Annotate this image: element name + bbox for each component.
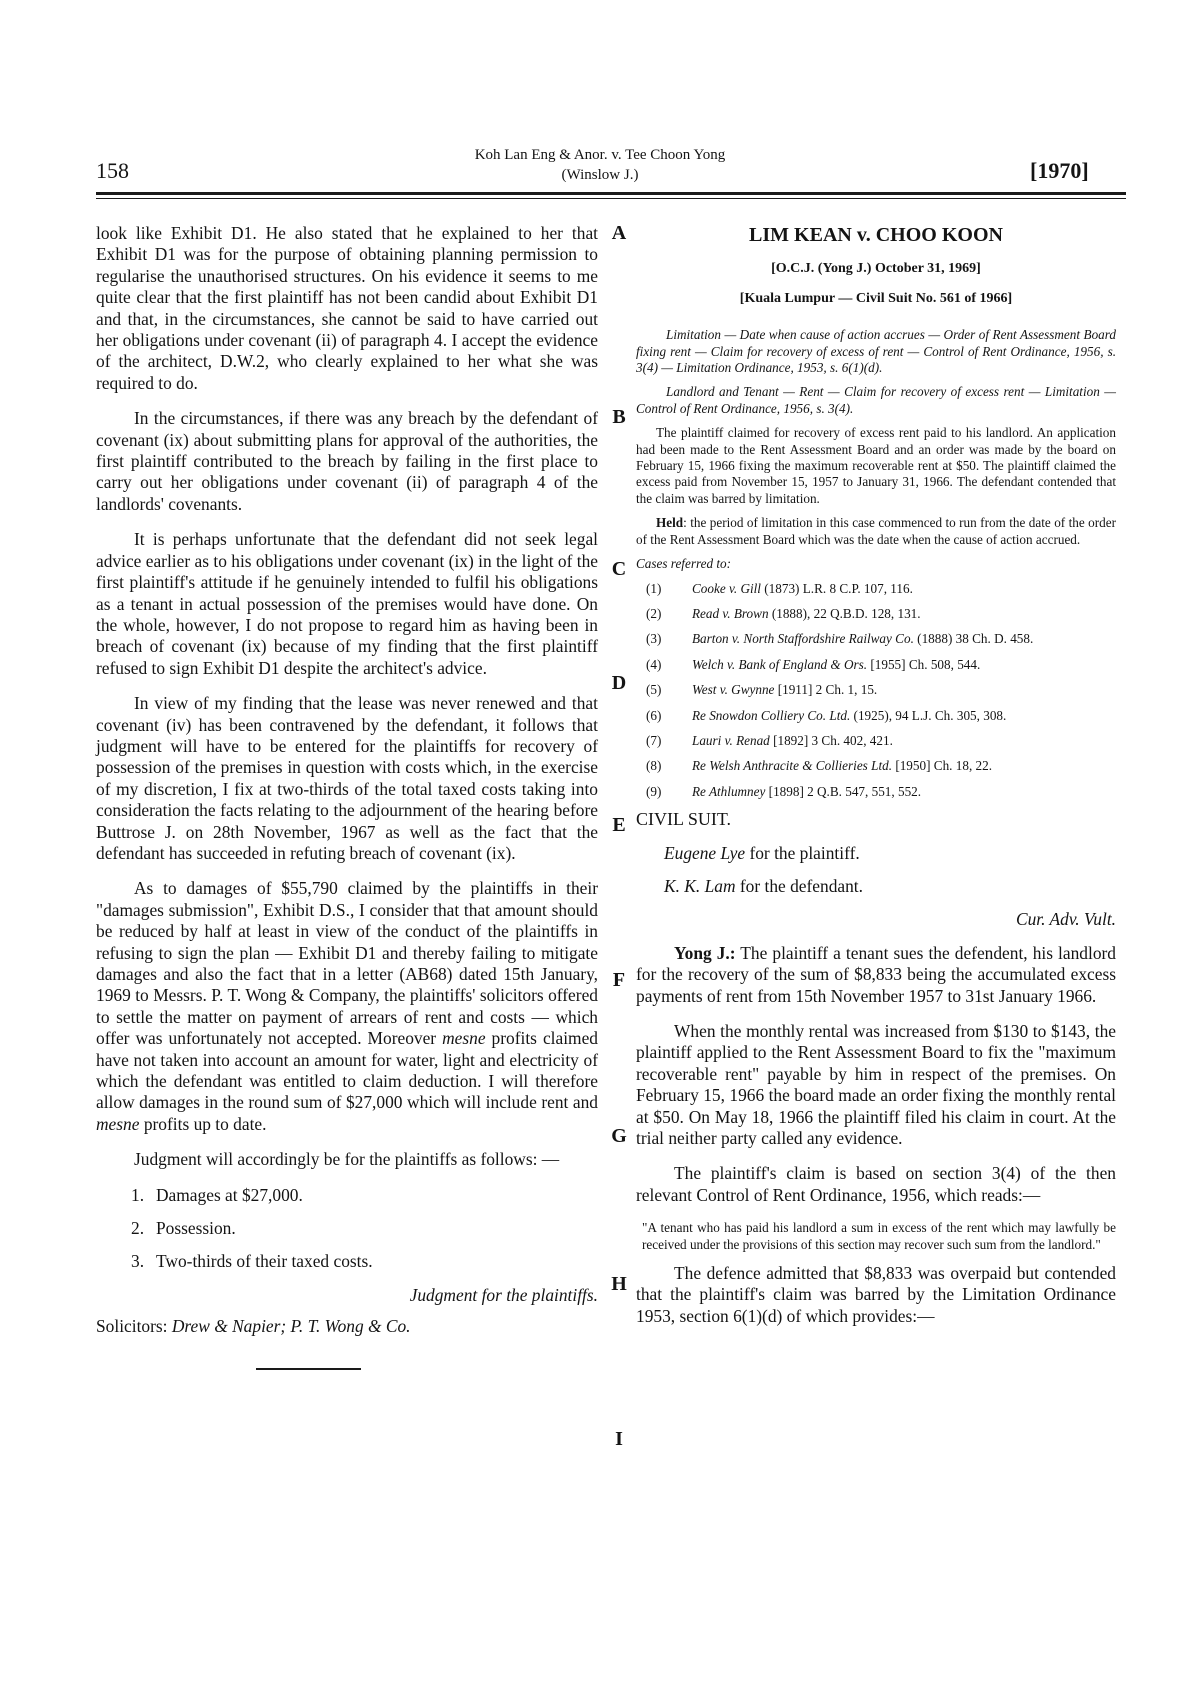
case-item [636,682,1116,698]
cases-list [636,581,1116,801]
case-number: (2) [646,605,662,621]
judgment-paragraph [636,943,1116,1007]
case-citation: (1888) 38 Ch. D. 458. [913,631,1034,647]
case-name: Read v. Brown [692,605,769,621]
case-item [636,758,1116,774]
item-number: 1. [131,1184,145,1205]
case-item [636,657,1116,673]
item-number: 3. [131,1251,145,1272]
page-number: 158 [96,158,129,183]
judgment-list [96,1185,598,1273]
case-title: LIM KEAN v. CHOO KOON [749,224,1003,246]
case-name: Welch v. Bank of England & Ors. [692,656,868,672]
text-run: profits up to date. [139,1113,267,1134]
margin-letter-g: G [611,1125,627,1147]
page-header [0,0,1200,200]
paragraph: The plaintiff's claim is based on section 3(4) of the then relevant Control of Rent Ordinance, 1956, which reads:— [636,1163,1116,1205]
case-name: Barton v. North Staffordshire Railway Co. [692,631,914,647]
case-item [636,708,1116,724]
text-run-italic: mesne [442,1028,486,1049]
counsel-name: Eugene Lye [664,842,746,863]
paragraph: In view of my finding that the lease was never renewed and that covenant (iv) has been contravened by the defendant, it follows that judgment will have to be entered for the plaintiffs for recovery of possession of the premises in question with costs which, in the exercise of my discretion, I fix at two-thirds of the total taxed costs taking into consideration the facts relating to the adjournment of the hearing before Buttrose J. on 28th November, 1967 as well as the fact that the defendant has succeeded in refuting breach of covenant (ix). [96,693,598,863]
item-text: Possession. [156,1218,236,1239]
item-text: Two-thirds of their taxed costs. [156,1251,373,1272]
margin-letter-d: D [611,672,627,694]
counsel-name: K. K. Lam [664,875,736,896]
case-item [636,581,1116,597]
quote-text: "A tenant who has paid his landlord a sum in excess of the rent which may lawfully be received under the provisions of this section may recover such sum from the landlord." [642,1220,1116,1252]
judge-name: Yong J.: [674,942,736,963]
held-text: : the period of limitation in this case commenced to run from the date of the order of the Rent Assessment Board which was the date when the cause of action accrued. [636,515,1116,547]
margin-letter-a: A [611,222,627,244]
judgment-for: Judgment for the plaintiffs. [409,1284,598,1305]
header-rule-thin [96,198,1126,199]
case-name: Cooke v. Gill [692,580,761,596]
case-number: (1) [646,580,662,596]
held-summary [636,515,1116,548]
case-name: Re Welsh Anthracite & Collieries Ltd. [692,758,893,774]
text-run-italic: mesne [96,1113,140,1134]
case-name: Re Athlumney [692,783,766,799]
cases-header: Cases referred to: [636,556,731,572]
case-citation: (1888), 22 Q.B.D. 128, 131. [768,605,921,621]
case-citation: (1925), 94 L.J. Ch. 305, 308. [850,707,1007,723]
margin-letter-c: C [611,558,627,580]
case-item [636,606,1116,622]
text-run: profits claimed have not taken into account an amount for water, light and electricity of which the defendant was entitled to claim deduction. I will therefore allow damages in the round sum of $27,000 which will include rent and [96,1028,598,1113]
judgment-item [131,1185,598,1206]
left-column [96,223,598,1370]
case-item [636,631,1116,647]
header-rule [96,192,1126,195]
solicitors-names: Drew & Napier; P. T. Wong & Co. [171,1316,411,1337]
held-label: Held [656,515,684,531]
paragraph: When the monthly rental was increased from $130 to $143, the plaintiff applied to the Rent Assessment Board to fix the "maximum recoverable rent" payable by him in respect of the premises. On February 15, 1966 the board made an order fixing the monthly rental at $50. On May 18, 1966 the plaintiff filed his claim in court. At the trial neither party called any evidence. [636,1021,1116,1149]
text-run: As to damages of $55,790 claimed by the plaintiffs in their "damages submission", Exhibit D.S., I consider that that amount should be reduced by half at least in view of the conduct of the plaintiffs in refusing to sign the plan — Exhibit D1 and thereby failing to mitigate damages and also the fact that in a letter (AB68) dated 15th January, 1969 to Messrs. P. T. Wong & Company, the plaintiffs' solicitors offered to settle the matter on payment of arrears of rent and costs — which offer was unfortunately not accepted. Moreover [96,878,598,1049]
counsel-plaintiff [664,843,1116,864]
running-head-case: Koh Lan Eng & Anor. v. Tee Choon Yong [474,147,726,163]
counsel-defendant [664,876,1116,897]
catchwords: Limitation — Date when cause of action accrues — Order of Rent Assessment Board fixing rent — Claim for recovery of excess of rent — Control of Rent Ordinance, 1956, s. 3(4) — Limitation Ordinance, 1953, s. 6(1)(d). [636,327,1116,376]
case-citation: [1911] 2 Ch. 1, 15. [774,682,878,698]
item-text: Damages at $27,000. [156,1184,303,1205]
running-head [380,145,820,185]
case-number: (8) [646,758,662,774]
case-number: (6) [646,707,662,723]
court-line: [O.C.J. (Yong J.) October 31, 1969] [771,261,981,277]
case-name: West v. Gwynne [692,682,775,698]
solicitors-line [96,1316,598,1337]
civil-suit-heading: CIVIL SUIT. [636,809,731,830]
counsel-role: for the defendant. [735,875,863,896]
judgment-item [131,1218,598,1239]
case-name: Re Snowdon Colliery Co. Ltd. [692,707,851,723]
report-year: [1970] [1030,158,1089,183]
solicitors-label: Solicitors: [96,1316,172,1337]
catchwords: Landlord and Tenant — Rent — Claim for recovery of excess rent — Limitation — Control of Rent Ordinance, 1956, s. 3(4). [636,384,1116,416]
right-column [636,223,1116,1341]
counsel-role: for the plaintiff. [745,842,860,863]
case-name: Lauri v. Renad [692,732,770,748]
paragraph: look like Exhibit D1. He also stated that he explained to her that Exhibit D1 was for the purpose of obtaining planning permission to regularise the unauthorised structures. On his evidence it seems to me quite clear that the first plaintiff has not been candid about Exhibit D1 and that, in the circumstances, she cannot be said to have carried out her obligations under covenant (ii) of paragraph 4. I accept the evidence of the architect, D.W.2, who clearly explained to her what she was required to do. [96,223,598,393]
case-item [636,733,1116,749]
paragraph-damages [96,878,598,1135]
case-number: (7) [646,732,662,748]
case-citation: [1898] 2 Q.B. 547, 551, 552. [765,783,922,799]
margin-letter-h: H [611,1273,627,1295]
margin-letter-e: E [612,814,626,836]
running-head-judge: (Winslow J.) [561,167,639,183]
paragraph-text: The plaintiff a tenant sues the defendent, his landlord for the recovery of the sum of $8,833 being the accumulated excess payments of rent from 15th November 1957 to 31st January 1966. [636,942,1116,1006]
paragraph: In the circumstances, if there was any breach by the defendant of covenant (ix) about submitting plans for approval of the authorities, the first plaintiff contributed to the breach by failing in the first place to carry out her obligations under covenant (ii) of paragraph 4 of the landlords' covenants. [96,408,598,514]
facts-summary: The plaintiff claimed for recovery of excess rent paid to his landlord. An application had been made to the Rent Assessment Board and an order was made by the board on February 15, 1966 fixing the maximum recoverable rent at $50. The plaintiff claimed the excess paid from November 15, 1957 to January 31, 1966. The defendant contended that the claim was barred by limitation. [636,425,1116,506]
judgment-item [131,1251,598,1272]
case-citation: [1950] Ch. 18, 22. [892,758,993,774]
paragraph: Judgment will accordingly be for the plaintiffs as follows: — [134,1149,560,1170]
case-number: (4) [646,656,662,672]
case-citation: (1873) L.R. 8 C.P. 107, 116. [760,580,913,596]
margin-letter-i: I [615,1428,623,1450]
case-citation: [1892] 3 Ch. 402, 421. [769,732,893,748]
case-item [636,784,1116,800]
case-number: (5) [646,682,662,698]
cur-adv-vult: Cur. Adv. Vult. [1016,909,1116,930]
margin-letter-f: F [612,969,626,991]
item-number: 2. [131,1218,145,1239]
paragraph: The defence admitted that $8,833 was overpaid but contended that the plaintiff's claim was barred by the Limitation Ordinance 1953, section 6(1)(d) of which provides:— [636,1263,1116,1326]
case-number: (3) [646,631,662,647]
suit-line: [Kuala Lumpur — Civil Suit No. 561 of 1966] [739,290,1013,306]
margin-letter-b: B [612,406,626,428]
statute-quote [636,1220,1116,1253]
paragraph: It is perhaps unfortunate that the defendant did not seek legal advice earlier as to his obligations under covenant (ix) in the light of the first plaintiff's attitude if he genuinely intended to fulfil his obligations as a tenant in actual possession of the premises would have done. On the whole, however, I do not propose to regard him as having been in breach of covenant (ix) because of my finding that the first plaintiff refused to sign Exhibit D1 despite the architect's advice. [96,529,598,678]
end-rule [256,1368,361,1370]
case-number: (9) [646,783,662,799]
case-citation: [1955] Ch. 508, 544. [867,656,981,672]
